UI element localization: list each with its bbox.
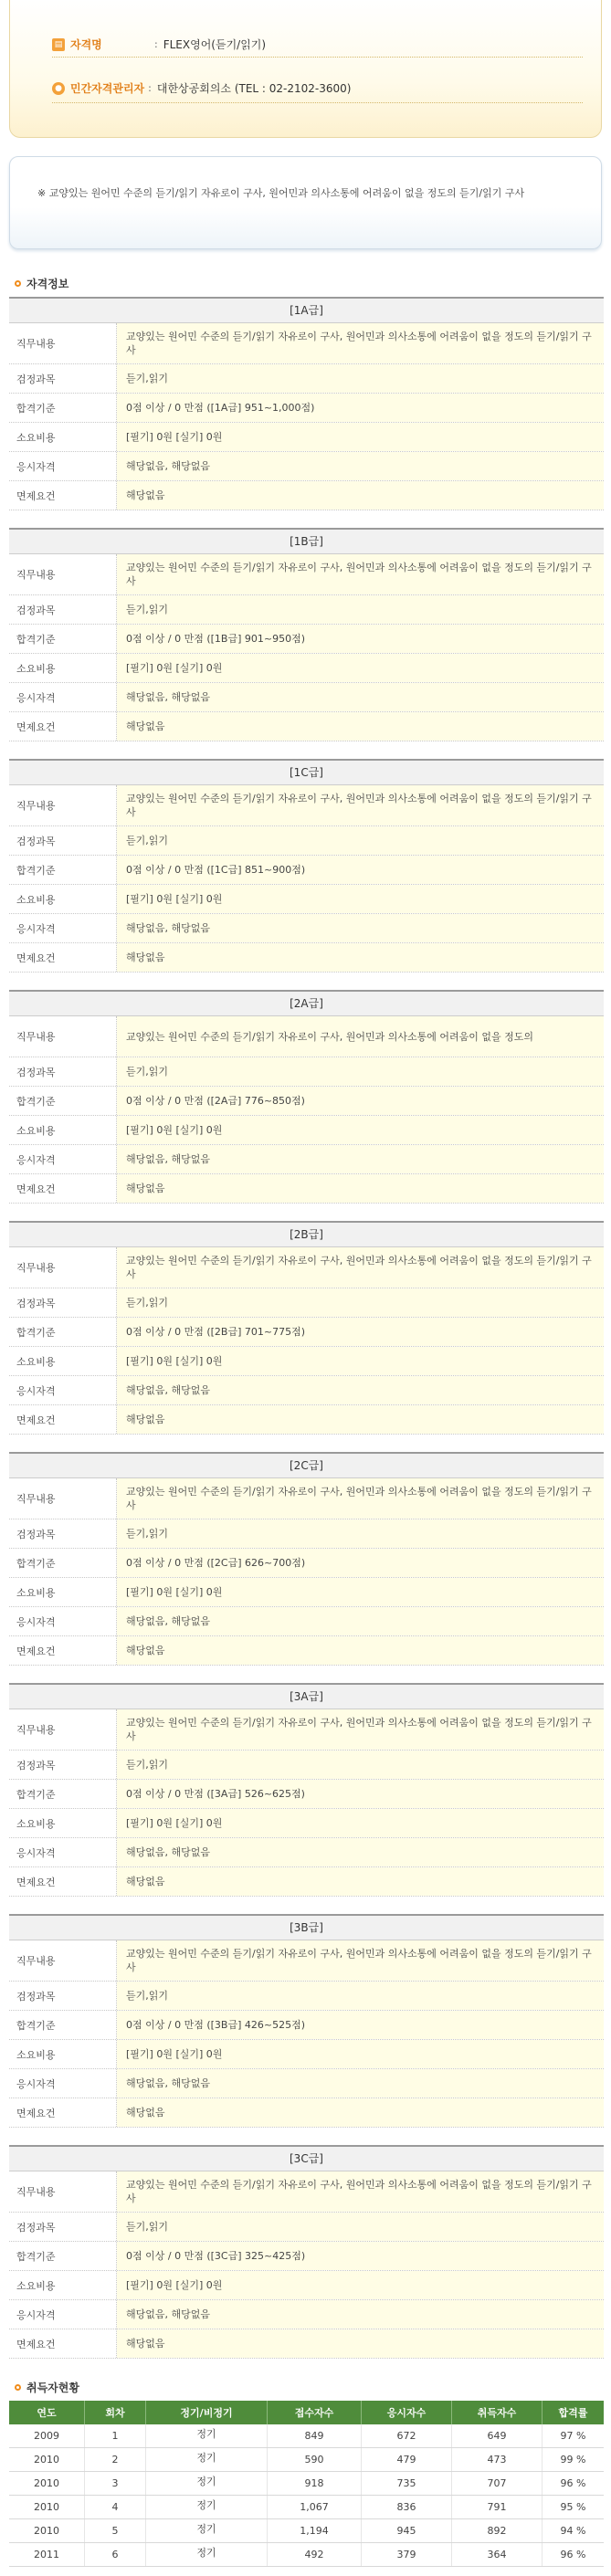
qualification-name-row — [52, 37, 266, 52]
stats-header-cell: 합격률 — [543, 2401, 605, 2424]
stats-cell: 정기 — [146, 2496, 268, 2519]
grade-row-value: 듣기,읽기 — [117, 364, 604, 393]
grade-row-value: 0점 이상 / 0 만점 ([2C급] 626~700점) — [117, 1549, 604, 1577]
grade-row-label: 면제요건 — [9, 1636, 117, 1665]
grade-row-label: 검정과목 — [9, 1982, 117, 2010]
grade-row-exemption — [9, 1405, 604, 1435]
grade-row-subjects — [9, 826, 604, 856]
stats-cell: 정기 — [146, 2543, 268, 2567]
grade-row-label: 면제요건 — [9, 943, 117, 972]
grade-row-cost — [9, 2040, 604, 2069]
grade-row-label: 응시자격 — [9, 452, 117, 480]
grade-row-label: 합격기준 — [9, 394, 117, 422]
bullet-icon — [15, 2384, 21, 2391]
grade-row-value: 해당없음, 해당없음 — [117, 2300, 604, 2329]
grade-row-label: 검정과목 — [9, 826, 117, 855]
grade-row-duty — [9, 1247, 604, 1288]
grade-row-value: 해당없음, 해당없음 — [117, 914, 604, 942]
grade-row-label: 응시자격 — [9, 2069, 117, 2098]
grade-row-value: [필기] 0원 [실기] 0원 — [117, 1578, 604, 1606]
grade-row-criteria — [9, 2242, 604, 2271]
grade-row-label: 직무내용 — [9, 554, 117, 594]
stats-cell: 735 — [362, 2472, 452, 2496]
stats-row — [9, 2543, 604, 2567]
grade-row-value: 교양있는 원어민 수준의 듣기/읽기 자유로이 구사, 원어민과 의사소통에 어려움이 없을 정도의 듣기/읽기 구사 — [117, 1478, 604, 1519]
grade-row-value: 해당없음, 해당없음 — [117, 452, 604, 480]
grade-title: [2A급] — [9, 992, 604, 1016]
grade-row-eligibility — [9, 2069, 604, 2098]
grade-row-value: 듣기,읽기 — [117, 1057, 604, 1086]
grade-row-duty — [9, 2171, 604, 2213]
stats-cell: 649 — [452, 2424, 543, 2448]
grade-row-label: 소요비용 — [9, 2271, 117, 2299]
stats-cell: 정기 — [146, 2472, 268, 2496]
grade-row-exemption — [9, 1174, 604, 1204]
qualification-name-value: FLEX영어(듣기/읽기) — [163, 38, 267, 51]
grade-row-criteria — [9, 1780, 604, 1809]
grade-row-exemption — [9, 712, 604, 741]
stats-cell: 정기 — [146, 2424, 268, 2448]
stats-row — [9, 2496, 604, 2519]
grade-row-value: 해당없음, 해당없음 — [117, 1376, 604, 1404]
stats-cell: 492 — [268, 2543, 362, 2567]
grade-row-label: 면제요건 — [9, 712, 117, 741]
grade-row-eligibility — [9, 2300, 604, 2329]
grade-row-value: 0점 이상 / 0 만점 ([3A급] 526~625점) — [117, 1780, 604, 1808]
grade-row-eligibility — [9, 1838, 604, 1867]
grade-row-cost — [9, 654, 604, 683]
grade-row-cost — [9, 2271, 604, 2300]
stats-cell: 364 — [452, 2543, 543, 2567]
stats-cell: 2010 — [9, 2448, 85, 2472]
stats-header-row — [9, 2401, 604, 2424]
grade-row-label: 합격기준 — [9, 625, 117, 653]
stats-cell: 5 — [85, 2519, 146, 2543]
grade-row-duty — [9, 554, 604, 595]
grade-row-subjects — [9, 1057, 604, 1087]
grade-row-label: 직무내용 — [9, 1940, 117, 1981]
grade-row-exemption — [9, 1636, 604, 1666]
stats-cell: 672 — [362, 2424, 452, 2448]
grade-row-label: 응시자격 — [9, 683, 117, 711]
grade-row-value: 듣기,읽기 — [117, 2213, 604, 2241]
grade-row-value: [필기] 0원 [실기] 0원 — [117, 1809, 604, 1837]
grade-row-label: 소요비용 — [9, 1809, 117, 1837]
qualification-admin-row — [52, 80, 351, 96]
grade-row-value: [필기] 0원 [실기] 0원 — [117, 885, 604, 913]
grade-row-value: [필기] 0원 [실기] 0원 — [117, 423, 604, 451]
stats-cell: 479 — [362, 2448, 452, 2472]
grade-row-cost — [9, 1347, 604, 1376]
stats-cell: 4 — [85, 2496, 146, 2519]
grade-row-label: 합격기준 — [9, 1087, 117, 1115]
grade-row-value: 듣기,읽기 — [117, 1519, 604, 1548]
grade-row-label: 합격기준 — [9, 1549, 117, 1577]
grade-row-label: 합격기준 — [9, 2011, 117, 2039]
grade-tables — [0, 297, 611, 2359]
summary-content: 교양있는 원어민 수준의 듣기/읽기 자유로이 구사, 원어민과 의사소통에 어려움이 없을 정도의 듣기/읽기 구사 — [48, 187, 525, 199]
grade-row-cost — [9, 885, 604, 914]
document-icon: ▤ — [52, 38, 65, 51]
grade-row-value: 해당없음 — [117, 1174, 604, 1203]
stats-cell: 1,067 — [268, 2496, 362, 2519]
grade-row-label: 면제요건 — [9, 481, 117, 510]
grade-row-value: 0점 이상 / 0 만점 ([2B급] 701~775점) — [117, 1318, 604, 1346]
colon-separator: : — [148, 82, 152, 94]
stats-cell: 96 % — [543, 2543, 605, 2567]
grade-row-cost — [9, 1809, 604, 1838]
grade-row-value: 해당없음, 해당없음 — [117, 1607, 604, 1635]
stats-cell: 3 — [85, 2472, 146, 2496]
grade-title: [3A급] — [9, 1685, 604, 1709]
stats-cell: 836 — [362, 2496, 452, 2519]
grade-row-exemption — [9, 2329, 604, 2359]
stats-cell: 2010 — [9, 2472, 85, 2496]
grade-row-eligibility — [9, 1145, 604, 1174]
grade-row-label: 검정과목 — [9, 1751, 117, 1779]
section-title-text: 취득자현황 — [26, 2381, 79, 2394]
grade-title: [3B급] — [9, 1916, 604, 1940]
grade-table — [9, 1221, 604, 1435]
grade-row-label: 소요비용 — [9, 1116, 117, 1144]
grade-row-label: 합격기준 — [9, 1318, 117, 1346]
stats-cell: 94 % — [543, 2519, 605, 2543]
grade-row-eligibility — [9, 452, 604, 481]
grade-row-value: 0점 이상 / 0 만점 ([1A급] 951~1,000점) — [117, 394, 604, 422]
grade-row-value: [필기] 0원 [실기] 0원 — [117, 1347, 604, 1375]
stats-header-cell: 응시자수 — [362, 2401, 452, 2424]
stats-cell: 791 — [452, 2496, 543, 2519]
grade-table — [9, 990, 604, 1204]
grade-title: [2B급] — [9, 1223, 604, 1247]
grade-row-subjects — [9, 364, 604, 394]
grade-row-value: 0점 이상 / 0 만점 ([1C급] 851~900점) — [117, 856, 604, 884]
grade-row-label: 면제요건 — [9, 1405, 117, 1434]
grade-row-eligibility — [9, 914, 604, 943]
dotted-divider — [52, 57, 583, 58]
grade-row-value: 해당없음 — [117, 943, 604, 972]
stats-cell: 379 — [362, 2543, 452, 2567]
grade-title: [2C급] — [9, 1454, 604, 1478]
grade-row-value: 0점 이상 / 0 만점 ([3C급] 325~425점) — [117, 2242, 604, 2270]
grade-row-criteria — [9, 1318, 604, 1347]
grade-row-value: 해당없음 — [117, 1636, 604, 1665]
grade-row-label: 직무내용 — [9, 785, 117, 825]
grade-row-label: 응시자격 — [9, 1607, 117, 1635]
qualification-admin-label: 민간자격관리자 — [70, 82, 145, 95]
stats-row — [9, 2519, 604, 2543]
grade-row-value: 해당없음, 해당없음 — [117, 1145, 604, 1173]
grade-row-exemption — [9, 943, 604, 973]
colon-separator: : — [154, 38, 158, 50]
summary-text: ※ 교양있는 원어민 수준의 듣기/읽기 자유로이 구사, 원어민과 의사소통에 어려움이 없을 정도의 듣기/읽기 구사 — [37, 187, 525, 199]
grade-row-label: 소요비용 — [9, 1347, 117, 1375]
grade-row-label: 직무내용 — [9, 1709, 117, 1750]
stats-cell: 473 — [452, 2448, 543, 2472]
grade-table — [9, 1914, 604, 2128]
dotted-divider — [52, 102, 583, 103]
grade-row-label: 검정과목 — [9, 2213, 117, 2241]
stats-cell: 96 % — [543, 2472, 605, 2496]
grade-row-value: 0점 이상 / 0 만점 ([3B급] 426~525점) — [117, 2011, 604, 2039]
grade-title: [3C급] — [9, 2147, 604, 2171]
section-title-info — [15, 275, 611, 291]
grade-row-label: 소요비용 — [9, 885, 117, 913]
stats-cell: 97 % — [543, 2424, 605, 2448]
grade-row-subjects — [9, 1519, 604, 1549]
grade-row-value: 듣기,읽기 — [117, 826, 604, 855]
stats-cell: 2011 — [9, 2543, 85, 2567]
stats-row — [9, 2472, 604, 2496]
grade-row-label: 합격기준 — [9, 2242, 117, 2270]
stats-body — [9, 2424, 604, 2567]
grade-row-value: 해당없음 — [117, 2098, 604, 2127]
grade-row-duty — [9, 1016, 604, 1057]
grade-row-value: 0점 이상 / 0 만점 ([1B급] 901~950점) — [117, 625, 604, 653]
grade-row-label: 면제요건 — [9, 2329, 117, 2358]
stats-cell: 945 — [362, 2519, 452, 2543]
grade-row-label: 응시자격 — [9, 914, 117, 942]
stats-cell: 1,194 — [268, 2519, 362, 2543]
grade-row-label: 응시자격 — [9, 2300, 117, 2329]
grade-row-value: 듣기,읽기 — [117, 1982, 604, 2010]
grade-row-value: 해당없음 — [117, 1867, 604, 1896]
grade-row-label: 면제요건 — [9, 1174, 117, 1203]
grade-row-value: [필기] 0원 [실기] 0원 — [117, 2271, 604, 2299]
grade-row-value: 듣기,읽기 — [117, 1751, 604, 1779]
grade-row-criteria — [9, 856, 604, 885]
stats-cell: 849 — [268, 2424, 362, 2448]
grade-row-label: 소요비용 — [9, 654, 117, 682]
grade-row-value: [필기] 0원 [실기] 0원 — [117, 1116, 604, 1144]
stats-header-cell: 접수자수 — [268, 2401, 362, 2424]
grade-title: [1A급] — [9, 299, 604, 323]
grade-row-subjects — [9, 2213, 604, 2242]
stats-row — [9, 2448, 604, 2472]
grade-row-criteria — [9, 1087, 604, 1116]
grade-table — [9, 528, 604, 741]
grade-row-cost — [9, 1116, 604, 1145]
stats-cell: 정기 — [146, 2448, 268, 2472]
grade-table — [9, 297, 604, 510]
grade-row-duty — [9, 1478, 604, 1519]
grade-row-value: 교양있는 원어민 수준의 듣기/읽기 자유로이 구사, 원어민과 의사소통에 어려움이 없을 정도의 듣기/읽기 구사 — [117, 785, 604, 825]
stats-cell: 95 % — [543, 2496, 605, 2519]
grade-row-value: 교양있는 원어민 수준의 듣기/읽기 자유로이 구사, 원어민과 의사소통에 어려움이 없을 정도의 듣기/읽기 구사 — [117, 1940, 604, 1981]
stats-cell: 892 — [452, 2519, 543, 2543]
grade-row-value: 교양있는 원어민 수준의 듣기/읽기 자유로이 구사, 원어민과 의사소통에 어려움이 없을 정도의 듣기/읽기 구사 — [117, 2171, 604, 2212]
grade-row-value: 해당없음, 해당없음 — [117, 1838, 604, 1866]
grade-row-label: 검정과목 — [9, 1519, 117, 1548]
grade-row-duty — [9, 1709, 604, 1751]
grade-row-subjects — [9, 1751, 604, 1780]
grade-row-subjects — [9, 595, 604, 625]
grade-row-value: 해당없음 — [117, 1405, 604, 1434]
stats-cell: 2010 — [9, 2519, 85, 2543]
qualification-name-label: 자격명 — [70, 38, 102, 51]
grade-row-value: 해당없음, 해당없음 — [117, 683, 604, 711]
section-title-stats — [15, 2379, 611, 2395]
qualification-header — [9, 0, 602, 138]
stats-header-cell: 정기/비정기 — [146, 2401, 268, 2424]
summary-box — [9, 156, 602, 249]
grade-row-label: 직무내용 — [9, 2171, 117, 2212]
grade-row-label: 검정과목 — [9, 1288, 117, 1317]
grade-row-exemption — [9, 481, 604, 510]
stats-cell: 2010 — [9, 2496, 85, 2519]
grade-table — [9, 1683, 604, 1897]
stats-cell: 6 — [85, 2543, 146, 2567]
grade-row-label: 합격기준 — [9, 1780, 117, 1808]
stats-header-cell: 회차 — [85, 2401, 146, 2424]
grade-row-subjects — [9, 1288, 604, 1318]
stats-cell: 2 — [85, 2448, 146, 2472]
grade-row-label: 검정과목 — [9, 364, 117, 393]
section-title-text: 자격정보 — [26, 277, 69, 290]
grade-row-label: 직무내용 — [9, 1478, 117, 1519]
grade-row-duty — [9, 785, 604, 826]
grade-row-duty — [9, 1940, 604, 1982]
stats-cell: 918 — [268, 2472, 362, 2496]
grade-row-eligibility — [9, 683, 604, 712]
qualification-admin-value: 대한상공회의소 (TEL : 02-2102-3600) — [156, 82, 352, 95]
grade-row-eligibility — [9, 1607, 604, 1636]
grade-row-criteria — [9, 394, 604, 423]
grade-row-subjects — [9, 1982, 604, 2011]
grade-table — [9, 759, 604, 973]
grade-row-label: 검정과목 — [9, 1057, 117, 1086]
grade-row-criteria — [9, 2011, 604, 2040]
grade-row-criteria — [9, 625, 604, 654]
stats-row — [9, 2424, 604, 2448]
grade-row-value: 교양있는 원어민 수준의 듣기/읽기 자유로이 구사, 원어민과 의사소통에 어려움이 없을 정도의 듣기/읽기 구사 — [117, 323, 604, 363]
grade-row-label: 응시자격 — [9, 1145, 117, 1173]
stats-cell: 1 — [85, 2424, 146, 2448]
grade-row-value: 해당없음, 해당없음 — [117, 2069, 604, 2098]
person-icon: ● — [52, 82, 65, 95]
grade-title: [1B급] — [9, 530, 604, 554]
stats-cell: 590 — [268, 2448, 362, 2472]
stats-table — [9, 2401, 604, 2567]
grade-row-label: 응시자격 — [9, 1376, 117, 1404]
grade-row-value: 해당없음 — [117, 712, 604, 741]
grade-table — [9, 2145, 604, 2359]
stats-cell: 정기 — [146, 2519, 268, 2543]
stats-header-cell: 연도 — [9, 2401, 85, 2424]
grade-row-value: 해당없음 — [117, 2329, 604, 2358]
grade-row-label: 면제요건 — [9, 1867, 117, 1896]
grade-table — [9, 1452, 604, 1666]
stats-cell: 99 % — [543, 2448, 605, 2472]
grade-row-label: 면제요건 — [9, 2098, 117, 2127]
grade-row-cost — [9, 423, 604, 452]
grade-row-exemption — [9, 1867, 604, 1897]
grade-row-value: 교양있는 원어민 수준의 듣기/읽기 자유로이 구사, 원어민과 의사소통에 어려움이 없을 정도의 — [117, 1016, 604, 1057]
grade-row-label: 직무내용 — [9, 1016, 117, 1057]
grade-row-value: 교양있는 원어민 수준의 듣기/읽기 자유로이 구사, 원어민과 의사소통에 어려움이 없을 정도의 듣기/읽기 구사 — [117, 554, 604, 594]
grade-row-value: 듣기,읽기 — [117, 595, 604, 624]
grade-row-value: [필기] 0원 [실기] 0원 — [117, 2040, 604, 2068]
grade-row-label: 검정과목 — [9, 595, 117, 624]
grade-title: [1C급] — [9, 761, 604, 785]
grade-row-value: 듣기,읽기 — [117, 1288, 604, 1317]
grade-row-label: 직무내용 — [9, 323, 117, 363]
grade-row-eligibility — [9, 1376, 604, 1405]
grade-row-value: 0점 이상 / 0 만점 ([2A급] 776~850점) — [117, 1087, 604, 1115]
grade-row-value: 해당없음 — [117, 481, 604, 510]
stats-header-cell: 취득자수 — [452, 2401, 543, 2424]
grade-row-duty — [9, 323, 604, 364]
grade-row-label: 소요비용 — [9, 423, 117, 451]
grade-row-value: 교양있는 원어민 수준의 듣기/읽기 자유로이 구사, 원어민과 의사소통에 어려움이 없을 정도의 듣기/읽기 구사 — [117, 1709, 604, 1750]
stats-cell: 2009 — [9, 2424, 85, 2448]
grade-row-criteria — [9, 1549, 604, 1578]
grade-row-label: 소요비용 — [9, 1578, 117, 1606]
grade-row-label: 직무내용 — [9, 1247, 117, 1288]
grade-row-label: 소요비용 — [9, 2040, 117, 2068]
grade-row-cost — [9, 1578, 604, 1607]
grade-row-value: 교양있는 원어민 수준의 듣기/읽기 자유로이 구사, 원어민과 의사소통에 어려움이 없을 정도의 듣기/읽기 구사 — [117, 1247, 604, 1288]
grade-row-label: 응시자격 — [9, 1838, 117, 1866]
stats-cell: 707 — [452, 2472, 543, 2496]
bullet-icon — [15, 280, 21, 287]
grade-row-value: [필기] 0원 [실기] 0원 — [117, 654, 604, 682]
grade-row-exemption — [9, 2098, 604, 2128]
grade-row-label: 합격기준 — [9, 856, 117, 884]
